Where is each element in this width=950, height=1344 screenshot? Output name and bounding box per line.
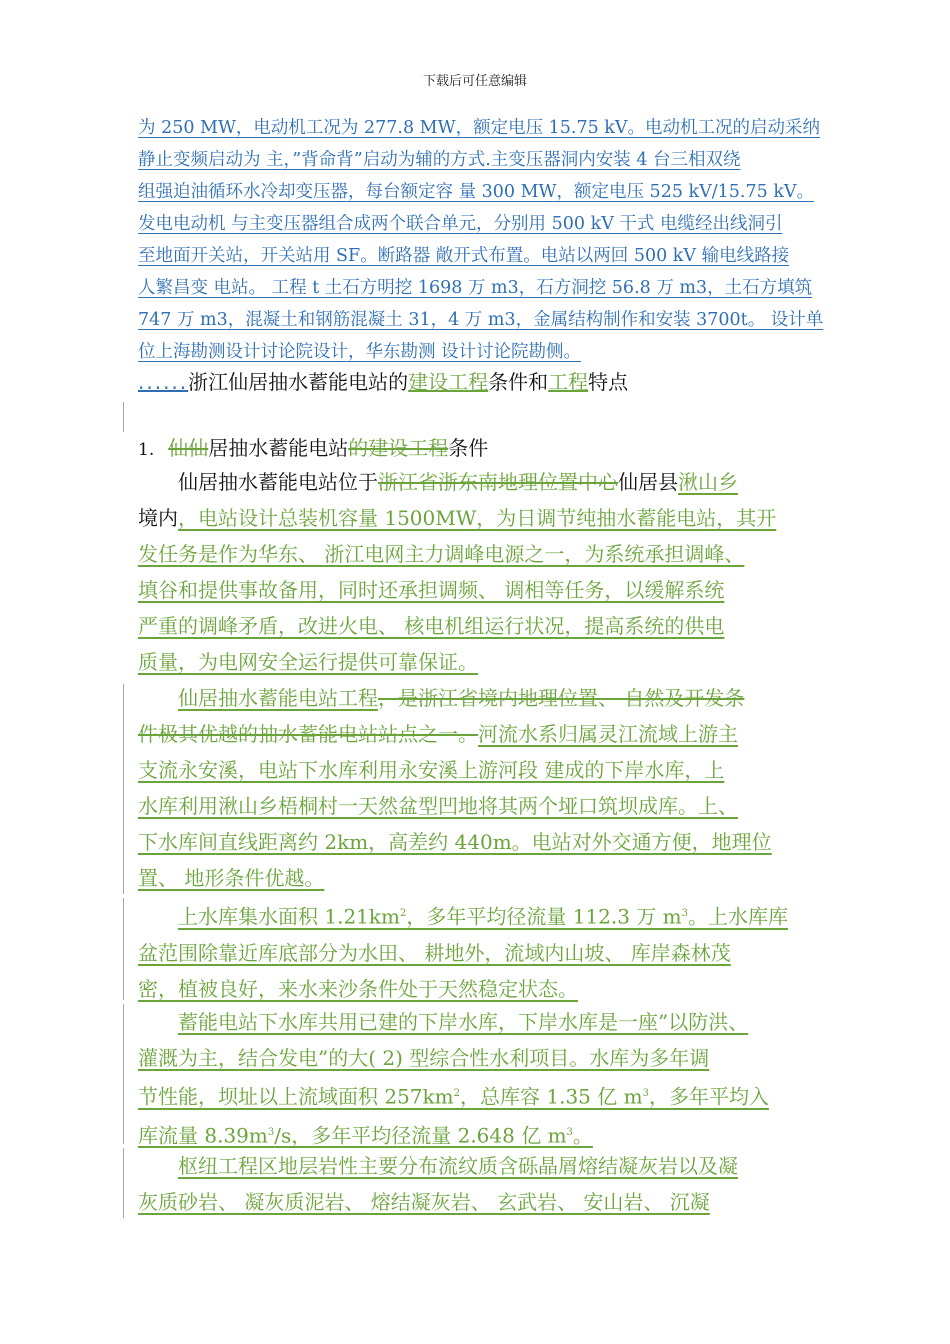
text-run: 仙居县 [618,470,678,494]
superscript: 3 [566,1126,573,1138]
inserted-text: ，电站设计总装机容量 1500MW，为日调节纯抽水蓄能电站，其开 [178,506,777,530]
text-line: 至地面开关站，开关站用 SF。断路器 敞开式布置。电站以两回 500 kV 输电线路接 [138,246,790,266]
text-line: 为 250 MW，电动机工况为 277.8 MW，额定电压 15.75 kV。电动机工况的启动采纳 [138,118,821,138]
text-line: 质量，为电网安全运行提供可靠保证。 [138,650,478,674]
text-line: 灰质砂岩、 凝灰质泥岩、 熔结凝灰岩、 玄武岩、 安山岩、 沉凝 [138,1190,710,1214]
text-line: 置、 地形条件优越。 [138,866,325,890]
section-title [138,366,628,395]
paragraph-1 [138,464,848,680]
inserted-text: 湫山乡 [678,470,738,494]
text-run: 库流量 8.39m [138,1123,268,1148]
text-run: 节性能，坝址以上流域面积 257km [138,1084,454,1109]
text-line: 发电电动机 与主变压器组合成两个联合单元，分别用 500 kV 干式 电缆经出线洞引 [138,214,783,234]
title-text: 特点 [588,370,629,394]
superscript: 2 [453,1088,460,1099]
text-line: 蓄能电站下水库共用已建的下岸水库，下岸水库是一座”以防洪、 [178,1010,749,1034]
text-line: 支流永安溪，电站下水库利用永安溪上游河段 建成的下岸水库，上 [138,758,725,782]
text-line: 水库利用湫山乡梧桐村一天然盆型凹地将其两个垭口筑坝成库。上、 [138,794,738,818]
title-text: 浙江仙居抽水蓄能电站的 [188,370,409,394]
text-line: 下水库间直线距离约 2km，高差约 440m。电站对外交通方便，地理位 [138,830,772,854]
paragraph-4 [138,1004,848,1153]
subsection-title [138,432,488,461]
text-line: 密，植被良好，来水来沙条件处于天然稳定状态。 [138,976,578,1001]
text-run: 上水库集水面积 1.21km [178,904,400,929]
superscript: 3 [642,1088,649,1099]
change-bar [123,684,124,894]
inserted-text: 建设工程 [408,370,489,394]
title-text: 条件和 [488,370,549,394]
paragraph-3 [138,896,848,1007]
text-line [138,464,848,500]
text-line: 枢纽工程区地层岩性主要分布流纹质含砾晶屑熔结凝灰岩以及凝 [178,1154,738,1178]
inserted-text: 河流水系归属灵江流域上游主 [478,722,738,746]
text-line: 灌溉为主，结合发电”的大( 2) 型综合性水利项目。水库为多年调 [138,1046,710,1070]
title-text: 条件 [448,436,489,460]
text-line: 填谷和提供事故备用，同时还承担调频、 调相等任务，以缓解系统 [138,578,725,602]
page-header: 下载后可任意编辑 [422,74,527,89]
section-number: 1. [138,440,155,460]
superscript: 3 [681,908,689,919]
text-line: 747 万 m3，混凝土和钢筋混凝土 31，4 万 m3，金属结构制作和安装 3700t。 设计单 [138,310,824,330]
text-line: 人繁昌变 电站。 工程 t 土石方明挖 1698 万 m3，石方洞挖 56.8 万 m3，土石方填筑 [138,278,813,298]
change-bar [123,402,124,432]
change-bar [123,1004,124,1144]
text-run: /s，多年平均径流量 2.648 亿 m [274,1123,567,1148]
text-line [138,716,848,752]
paragraph-5 [138,1148,848,1220]
change-bar [123,898,124,1000]
text-line [138,680,848,716]
deleted-text: ，是浙江省境内地理位置、 自然及开发条 [378,686,745,710]
text-line: 严重的调峰矛盾，改进火电、 核电机组运行状况，提高系统的供电 [138,614,725,638]
text-line: 静止变频启动为 主，”背命背”启动为辅的方式.主变压器洞内安装 4 台三相双绕 [138,150,741,170]
text-run: ，多年平均径流量 112.3 万 m [406,904,682,929]
text-run: 境内 [138,506,178,530]
paragraph-2 [138,680,848,896]
text-run: 仙居抽水蓄能电站位于 [178,470,378,494]
text-line [138,1076,848,1115]
deleted-text: 件极其优越的抽水蓄能电站站点之一。 [138,722,478,746]
superscript: 2 [399,908,407,919]
inserted-text: 仙居抽水蓄能电站工程 [178,686,378,710]
text-line [138,500,848,536]
intro-paragraph [138,112,838,368]
superscript: 3 [267,1126,275,1138]
text-run: ，多年平均入 [648,1084,769,1109]
text-run: ，总库容 1.35 亿 m [460,1084,643,1109]
text-line: 发任务是作为华东、 浙江电网主力调峰电源之一，为系统承担调峰、 [138,542,745,566]
text-run: 。上水库库 [688,904,789,929]
deleted-text: 仙仙 [168,436,209,460]
deleted-text: 的建设工程 [348,436,449,460]
text-line: 盆范围除靠近库底部分为水田、 耕地外，流域内山坡、 库岸森林茂 [138,940,731,965]
text-run: 。 [572,1123,593,1148]
deleted-text: 浙江省浙东南地理位置中心 [378,470,618,494]
text-line: 位上海勘测设计讨论院设计，华东勘测 设计讨论院勘侧。 [138,342,582,362]
text-line: 组强迫油循环水冷却变压器，每台额定容 量 300 MW，额定电压 525 kV/15.75 kV。 [138,182,815,202]
title-text: 居抽水蓄能电站 [208,436,349,460]
inserted-text: 工程 [548,370,589,394]
text-line [138,896,848,935]
change-bar [123,1148,124,1218]
leader-dots: ...... [138,370,189,394]
